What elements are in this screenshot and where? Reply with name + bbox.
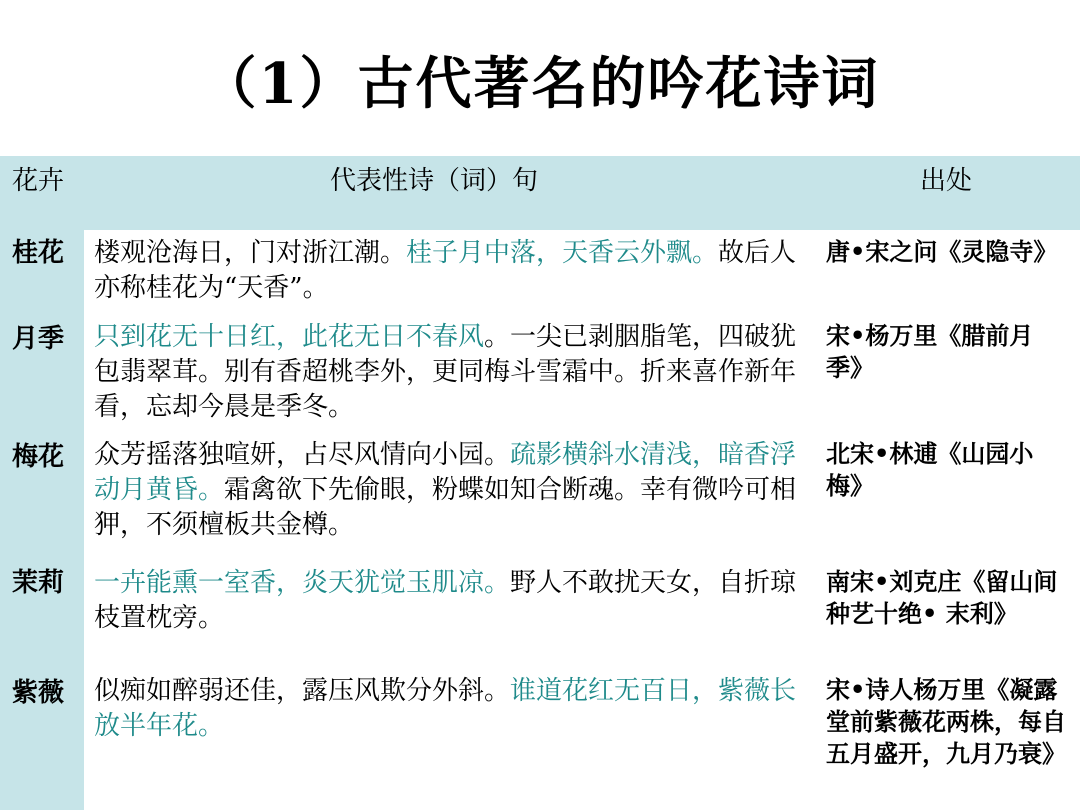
poem-text [94,236,814,306]
poem-source: 南宋•刘克庄《留山间种艺十绝• 末利》 [826,567,1058,628]
poem-part: 众芳摇落独喧妍，占尽风情向小园。 [94,440,511,470]
poem-part: 故后人亦称桂花为“天香”。 [94,238,797,303]
header-flower: 花卉 [12,166,65,196]
poem-text [94,320,814,425]
header-source: 出处 [920,166,973,196]
poem-source: 宋•杨万里《腊前月季》 [826,321,1034,382]
poem-text [94,674,814,744]
poem-part-highlight: 桂子月中落，天香云外飘。 [406,238,719,268]
flower-name: 茉莉 [12,568,65,598]
poem-part: 。一尖已剥胭脂笔，四破犹包翡翠茸。别有香超桃李外，更同梅斗雪霜中。折来喜作新年看，忘却今晨是季冬。 [94,322,797,422]
flower-name: 桂花 [12,238,65,268]
poetry-table [0,156,1080,810]
flower-column [0,230,84,810]
poem-part: 野人不敢扰天女，自折琼枝置枕旁。 [94,568,797,633]
poem-text [94,438,814,543]
poem-part: 似痴如醉弱还佳，露压风欺分外斜。 [94,676,511,706]
poem-part-highlight: 谁道花红无百日，紫薇长放半年花。 [94,676,797,741]
table-header [0,156,1080,230]
flower-name: 梅花 [12,442,65,472]
poem-source: 唐•宋之问《灵隐寺》 [826,237,1058,266]
page-title: （1）古代著名的吟花诗词 [200,51,880,117]
poem-part: 楼观沧海日，门对浙江潮。 [94,238,407,268]
poem-source: 宋•诗人杨万里《凝露堂前紫薇花两株，每自五月盛开，九月乃衰》 [826,675,1066,768]
flower-name: 月季 [12,324,65,354]
poem-part-highlight: 一卉能熏一室香，炎天犹觉玉肌凉。 [94,568,511,598]
poem-text [94,566,814,636]
poem-part-highlight: 疏影横斜水清浅，暗香浮动月黄昏。 [94,440,797,505]
header-poem: 代表性诗（词）句 [330,166,539,196]
poem-part: 霜禽欲下先偷眼，粉蝶如知合断魂。幸有微吟可相狎，不须檀板共金樽。 [94,475,797,540]
poem-source: 北宋•林逋《山园小梅》 [826,439,1034,500]
poem-part-highlight: 只到花无十日红，此花无日不春风 [94,322,485,352]
flower-name: 紫薇 [12,678,65,708]
